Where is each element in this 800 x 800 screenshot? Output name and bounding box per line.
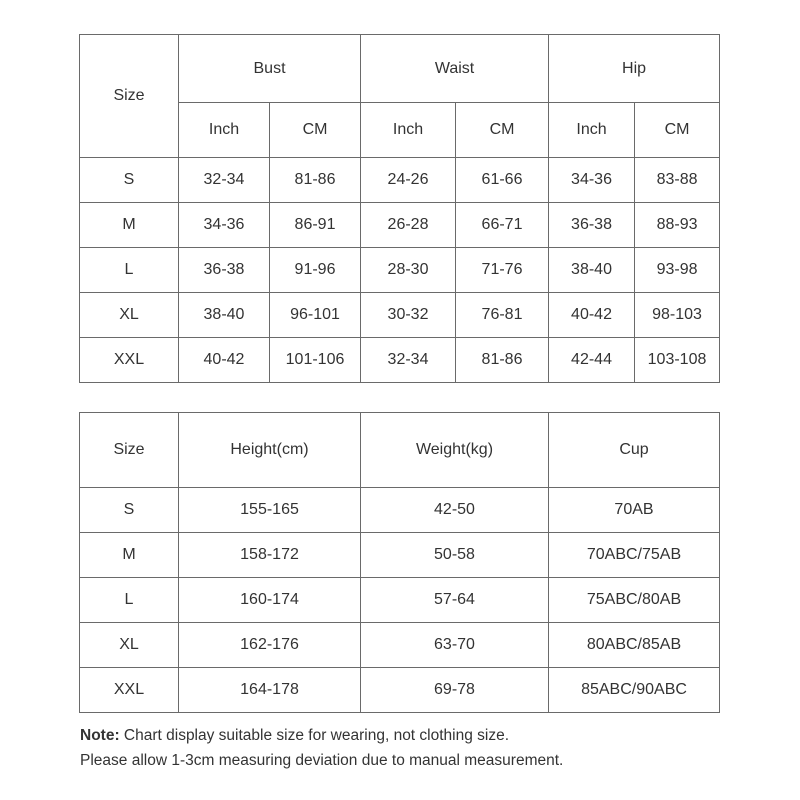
table-cell: 36-38 [179, 248, 270, 293]
table-cell: 42-44 [549, 338, 635, 383]
note-line-2: Please allow 1-3cm measuring deviation due to manual measurement. [80, 752, 564, 769]
table-cell: 30-32 [361, 293, 456, 338]
measurement-size-table [79, 34, 720, 383]
table-cell: 42-50 [361, 488, 549, 533]
weight-header: Weight(kg) [361, 413, 549, 488]
table-cell: 34-36 [549, 158, 635, 203]
table-row [80, 248, 720, 293]
table-row [80, 578, 720, 623]
unit-header: Inch [549, 103, 635, 158]
table-cell: 38-40 [179, 293, 270, 338]
table-row [80, 293, 720, 338]
table-cell: 80ABC/85AB [549, 623, 720, 668]
table-cell: 103-108 [635, 338, 720, 383]
table-cell: 70AB [549, 488, 720, 533]
table-cell: 32-34 [361, 338, 456, 383]
table-row [80, 488, 720, 533]
table-cell: S [80, 158, 179, 203]
unit-header: CM [456, 103, 549, 158]
table-cell: 83-88 [635, 158, 720, 203]
table-cell: 69-78 [361, 668, 549, 713]
unit-header: CM [635, 103, 720, 158]
note-text [80, 723, 740, 773]
note-line-1 [80, 723, 740, 748]
table-cell: 28-30 [361, 248, 456, 293]
table-cell: M [80, 203, 179, 248]
table-cell: 36-38 [549, 203, 635, 248]
height-header: Height(cm) [179, 413, 361, 488]
table-header-row [80, 35, 720, 103]
size-header: Size [80, 413, 179, 488]
table-row [80, 203, 720, 248]
table-cell: 158-172 [179, 533, 361, 578]
table-cell: 162-176 [179, 623, 361, 668]
table-row [80, 533, 720, 578]
table-cell: 81-86 [456, 338, 549, 383]
table-cell: 91-96 [270, 248, 361, 293]
unit-header: CM [270, 103, 361, 158]
table-cell: 96-101 [270, 293, 361, 338]
table-cell: 98-103 [635, 293, 720, 338]
size-header: Size [80, 35, 179, 158]
table-cell: XL [80, 293, 179, 338]
table-cell: 81-86 [270, 158, 361, 203]
table-cell: 40-42 [179, 338, 270, 383]
table-cell: 24-26 [361, 158, 456, 203]
table-cell: 155-165 [179, 488, 361, 533]
table-row [80, 338, 720, 383]
table-row [80, 623, 720, 668]
table-cell: XXL [80, 338, 179, 383]
table-cell: L [80, 248, 179, 293]
note-label: Note: [80, 727, 120, 744]
table-cell: 34-36 [179, 203, 270, 248]
note-line-1-text: Chart display suitable size for wearing, not clothing size. [119, 727, 510, 744]
table-cell: 86-91 [270, 203, 361, 248]
table-cell: 160-174 [179, 578, 361, 623]
hip-header: Hip [549, 35, 720, 103]
table-cell: 32-34 [179, 158, 270, 203]
table-cell: 26-28 [361, 203, 456, 248]
table-cell: 40-42 [549, 293, 635, 338]
table-cell: 66-71 [456, 203, 549, 248]
table-row [80, 158, 720, 203]
table-header-row [80, 413, 720, 488]
unit-header: Inch [179, 103, 270, 158]
table-cell: S [80, 488, 179, 533]
table-cell: XL [80, 623, 179, 668]
table-cell: 76-81 [456, 293, 549, 338]
table-cell: 50-58 [361, 533, 549, 578]
table-cell: 88-93 [635, 203, 720, 248]
table-row [80, 668, 720, 713]
table-cell: 70ABC/75AB [549, 533, 720, 578]
cup-header: Cup [549, 413, 720, 488]
table-cell: L [80, 578, 179, 623]
table-cell: 101-106 [270, 338, 361, 383]
unit-header: Inch [361, 103, 456, 158]
body-size-table [79, 412, 720, 713]
table-cell: 75ABC/80AB [549, 578, 720, 623]
table-cell: 85ABC/90ABC [549, 668, 720, 713]
table-cell: 63-70 [361, 623, 549, 668]
table-cell: 61-66 [456, 158, 549, 203]
table-cell: 93-98 [635, 248, 720, 293]
table-cell: 71-76 [456, 248, 549, 293]
bust-header: Bust [179, 35, 361, 103]
waist-header: Waist [361, 35, 549, 103]
table-cell: 38-40 [549, 248, 635, 293]
table-cell: M [80, 533, 179, 578]
table-cell: XXL [80, 668, 179, 713]
table-cell: 57-64 [361, 578, 549, 623]
table-cell: 164-178 [179, 668, 361, 713]
